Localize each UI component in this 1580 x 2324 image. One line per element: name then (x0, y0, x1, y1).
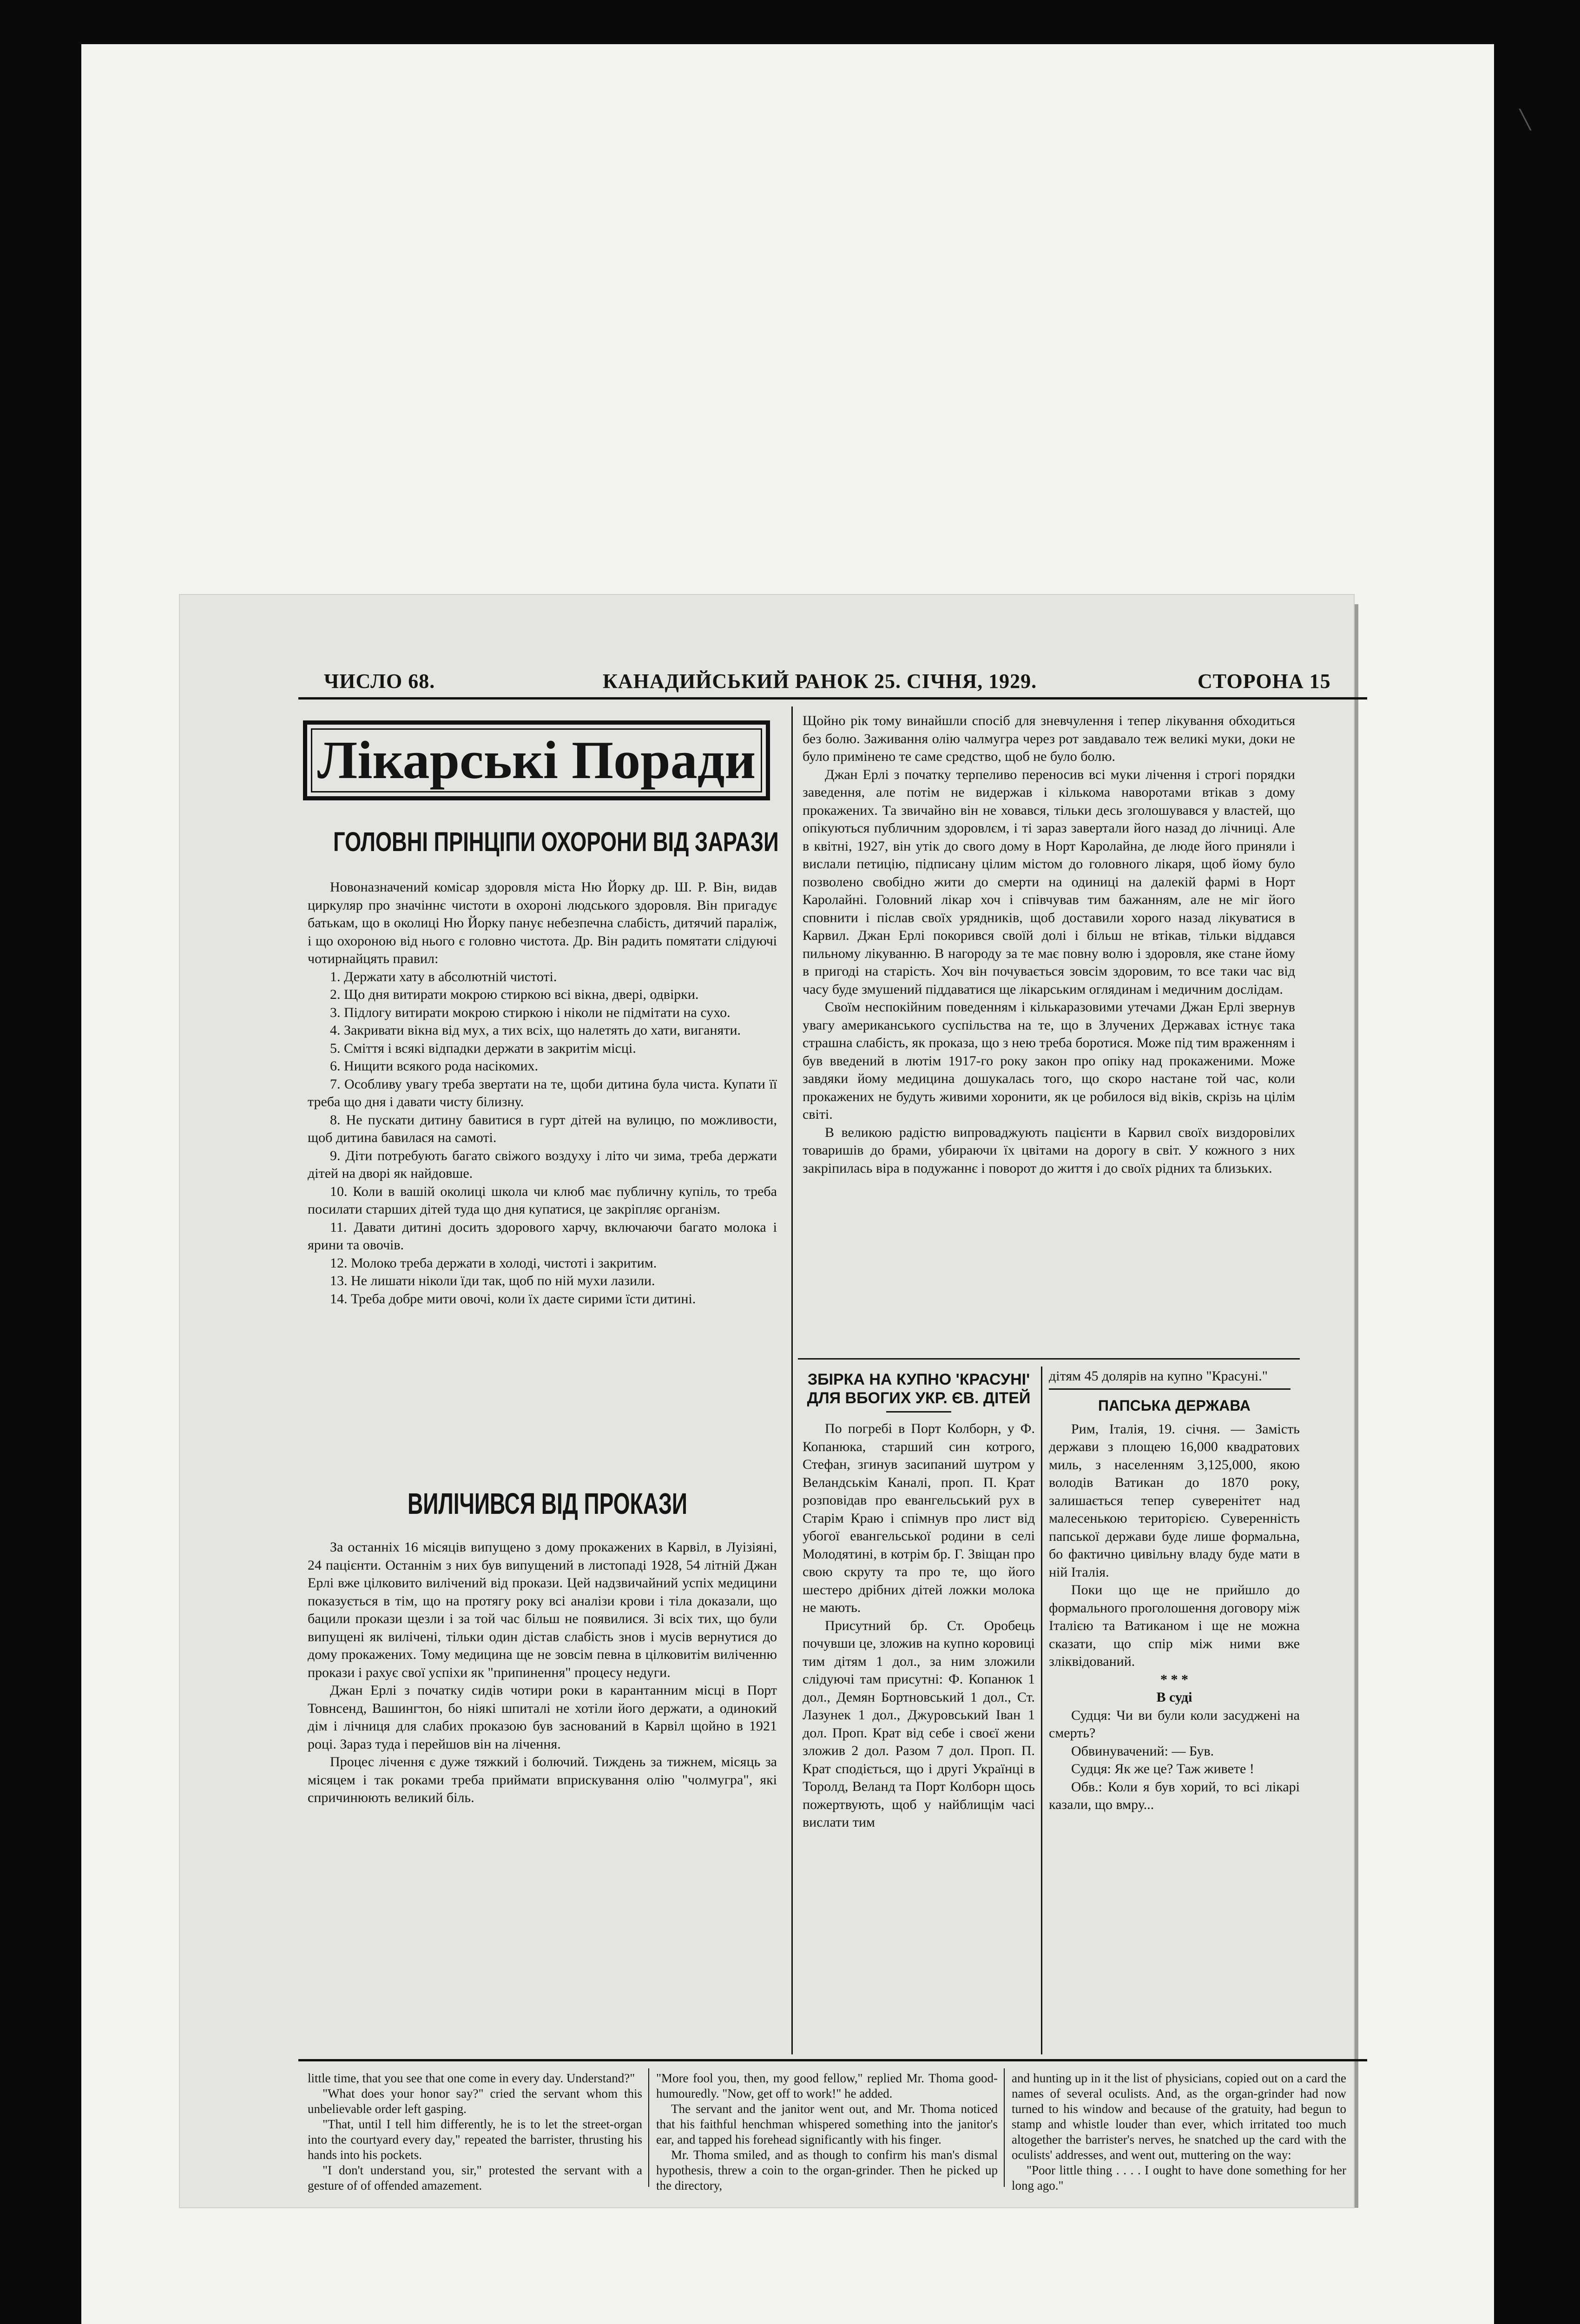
continued-paragraph: Щойно рік тому винайшли спосіб для зневчулення і тепер лікування обходиться без болю. Заживання олію чалмугра через рот завдавало теж великі муки, доки не було примінено те саме средство, щоб не було болю. (803, 713, 1295, 764)
rule-item: 9. Діти потребують багато свіжого воздуху і літо чи зима, треба держати дітей на дворі як найдовше. (308, 1148, 777, 1181)
rule-item: 1. Держати хату в абсолютній чистоті. (330, 969, 557, 984)
serial-paragraph: little time, that you see that one come in every day. Understand?" (308, 2071, 635, 2085)
papal-headline: ПАПСЬКА ДЕРЖАВА (1098, 1397, 1251, 1414)
court-line: Обв.: Коли я був хорий, то всі лікарі казали, що вмру... (1049, 1779, 1300, 1812)
serial-paragraph: "I don't understand you, sir," protested the servant with a gesture of of offended amazement. (308, 2163, 642, 2192)
film-scratch-mark: ╲ (1520, 109, 1531, 131)
masthead (324, 669, 1360, 695)
article1-intro: Новоназначений комісар здоровля міста Ню Йорку др. Ш. Р. Він, видав циркуляр про значіннє чистоти в охороні людського здоровля. Він пригадує батькам, що в околиці Ню Йорку панує небезпечна слабість, дитячий параліж, і що охороною від нього є головно чистота. Др. Він радить помятати слідуючі чотирнайцять правил: (308, 879, 777, 966)
serial-top-rule (298, 2059, 1367, 2061)
court-line: Судця: Як же це? Таж живете ! (1071, 1761, 1254, 1776)
court-line: Судця: Чи ви були коли засуджені на смерть? (1049, 1707, 1300, 1741)
collection-paragraph: По погребі в Порт Колборн, у Ф. Копанюка, старший син котрого, Стефан, згинув засипаний шутром у Веландськім Каналі, проп. П. Крат розповідав про евангельський рух в Старім Краю і спімнув про лист від убогої евангельської родини в селі Молодятині, в котрім бр. Г. Звіщан про свою скруту та про те, що його шестеро дрібних дітей ложки молока не мають. (803, 1421, 1035, 1615)
rule-item: 5. Сміття і всякі відпадки держати в закритім місці. (330, 1040, 636, 1056)
court-headline: В суді (1156, 1690, 1192, 1705)
serial-col-3 (1012, 2071, 1346, 2193)
issue-number: ЧИСЛО 68. (324, 670, 435, 693)
newspaper-page (179, 594, 1355, 2208)
paper-name-date: КАНАДИЙСЬКИЙ РАНОК 25. СІЧНЯ, 1929. (603, 670, 1037, 693)
papal-paragraph: Поки що ще не прийшло до формального проголошення договору між Італією та Ватиканом і ще не можна сказати, що спір між ними вже зліквідований. (1049, 1582, 1300, 1669)
serial-paragraph: and hunting up in it the list of physicians, copied out on a card the names of several oculists. And, as the organ-grinder had now turned to his window and because of the gratuity, had begun to stamp and whistle louder than ever, which irritated too much altogether the barrister's nerves, he snatched up the card with the oculists' addresses, and went out, muttering on the way: (1012, 2071, 1346, 2162)
short-rule (886, 1411, 951, 1413)
column-divider-1 (791, 706, 793, 2054)
continued-paragraph: Своїм неспокійним поведенням і кількаразовими утечами Джан Ерлі звернув увагу американського суспільства на те, що в Злучених Державах істнує така страшна слабість, як проказа, що з нею треба боротися. Може під тим враженням і був введений в лютім 1917-го року закон про опіку над прокаженими. Може завдяки йому медицина дошукалась того, що скоро настане той час, коли прокажених не будуть живими хоронити, як це робилося від віків, скрізь на цілім світі. (803, 999, 1295, 1122)
collection-paragraph: Присутний бр. Ст. Оробець почувши це, зложив на купно коровиці тим дітям 1 дол., за ним зложили слідуючі там присутні: Ф. Копанюк 1 дол., Демян Бортновський 1 дол., Ст. Лазунек 1 дол., Джуровський Іван 1 дол. Проп. Крат від себе і своєї жени зложив 2 дол. Разом 7 дол. Проп. П. Крат сподіється, що і другі Українці в Торолд, Веланд та Порт Колборн щось пожертвують, щоб у найблищім часі вислати тим (803, 1618, 1035, 1830)
masthead-rule (298, 697, 1367, 700)
serial-divider (1004, 2068, 1005, 2187)
article2-body (308, 1538, 777, 1807)
serial-paragraph: "That, until I tell him differently, he is to let the street-organ into the courtyard every day," repeated the barrister, thrusting his hands into his pockets. (308, 2117, 642, 2162)
rule-item: 12. Молоко треба держати в холоді, чистоті і закритим. (330, 1255, 657, 1271)
serial-col-2 (656, 2071, 998, 2193)
horizontal-divider (798, 1358, 1300, 1360)
serial-paragraph: The servant and the janitor went out, and Mr. Thoma noticed that his faithful henchman whispered something into the janitor's ear, and tapped his forehead significantly with his finger. (656, 2102, 998, 2146)
serial-paragraph: "Poor little thing . . . . I ought to have done something for her long ago." (1012, 2163, 1346, 2192)
separator-stars: * * * (1160, 1671, 1188, 1687)
rule-item: 8. Не пускати дитину бавитися в гурт дітей на вулицю, по можливости, щоб дитина бавилася на самоті. (308, 1112, 777, 1145)
court-line: Обвинувачений: — Був. (1071, 1743, 1214, 1759)
article1-headline: ГОЛОВНІ ПРІНЦІПИ ОХОРОНИ ВІД ЗАРАЗИ (333, 827, 779, 857)
collection-article (803, 1370, 1035, 1832)
rule-item: 11. Давати дитині досить здорового харчу, включаючи багато молока і ярини та овочів. (308, 1219, 777, 1253)
collection-continued (1049, 1367, 1300, 1386)
article2-paragraph: За останніх 16 місяців випущено з дому прокажених в Карвіл, в Луізіяні, 24 пацієнти. Останнім з них був випущений в листопаді 1928, 54 літній Джан Ерлі вже цілковито вилічений від прокази. Цей надзвичайний успіх медицини показується в тім, що на протягу року всі аналізи крови і тіла доказали, що бацили прокази щезли і за той час більш не появилися. Зі всіх тих, що були випущені як вилічені, тільки один дістав слабість знов і мусів вернутися до дому прокажених. Тому медицина ще не зовсім певна в цілковитім виліченню прокази і рахує свої успіхи як "припинення" процесу недуги. (308, 1539, 777, 1680)
rule-item: 13. Не лишати ніколи їди так, щоб по ній мухи лазили. (330, 1273, 655, 1288)
rule-item: 7. Особливу увагу треба звертати на те, щоби дитина була чиста. Купати її треба що дня і давати чисту білизну. (308, 1076, 777, 1109)
collection-body (803, 1420, 1035, 1832)
column-divider-2 (1041, 1367, 1042, 2054)
article1-body (308, 878, 777, 1308)
rule-item: 10. Коли в вашій околиці школа чи клюб має публичну купіль, то треба посилати старших дітей туда що дня купатися, це закріпляє організм. (308, 1183, 777, 1217)
article2-paragraph: Процес лічення є дуже тяжкий і болючий. Тиждень за тижнем, місяць за місяцем і так роками треба приймати вприскування олію "чолмугра", які спричинюють великий біль. (308, 1754, 777, 1805)
section-title: Лікарські Поради (317, 730, 756, 790)
short-rule (1049, 1388, 1290, 1390)
article2-headline: ВИЛІЧИВСЯ ВІД ПРОКАЗИ (408, 1487, 687, 1520)
rule-item: 14. Треба добре мити овочі, коли їх даєте сирими їсти дитині. (330, 1291, 696, 1307)
papal-body (1049, 1420, 1300, 1814)
rule-item: 3. Підлогу витирати мокрою стиркою і ніколи не підмітати на сухо. (330, 1004, 731, 1020)
continued-paragraph: В великою радістю випроваджують пацієнти в Карвил своїх виздоровілих товаришів до брами, убираючи їх цвітами на дорогу в світ. У кожного з них закріпилась віра в подужаннє і поворот до життя і до своїх рідних та близьких. (803, 1124, 1295, 1176)
section-title-box (303, 720, 770, 800)
serial-paragraph: Mr. Thoma smiled, and as though to confirm his man's dismal hypothesis, threw a coin to the organ-grinder. Then he picked up the directory, (656, 2148, 998, 2192)
article2-paragraph: Джан Ерлі з початку сидів чотири роки в карантанним місці в Порт Товнсенд, Вашингтон, бо ніякі шпиталі не хотіли його держати, а одинокий дім і лічниця для слабих проказою був заснований в Карвіл щойно в 1921 році. Зараз туда і перейшов він на лічення. (308, 1683, 777, 1752)
page-number: СТОРОНА 15 (1198, 670, 1331, 693)
rule-item: 6. Нищити всякого рода насікомих. (330, 1058, 539, 1074)
papal-column (1049, 1367, 1300, 1814)
papal-paragraph: Рим, Італія, 19. січня. — Замість держави з площею 16,000 квадратових миль, з населенням 3,125,000, якою володів Ватикан до 1870 року, залишається тепер суверенітет над малесенькою територією. Суверенність папської держави буде лише формальна, бо фактично цивільну владу буде мати в ній Італія. (1049, 1421, 1300, 1580)
continued-paragraph: Джан Ерлі з початку терпеливо переносив всі муки лічення і строгі порядки заведення, але потім не видержав і кількома наворотами втікав з дому прокажених. Та звичайно він не ховався, тільки десь зголошувався у властей, що опікуються публичним здоровлєм, і ті зараз завертали його назад до лічниці. Але в квітні, 1927, він утік до свого дому в Норт Каролайна, де люде його приняли і вислали петицію, підписану цілим містом до головного лікаря, щоб йому було позволено свобідно жити до смерти на одиниці на далекій фармі в Норт Каролайні. Головний лікар хоч і співчував тим бажанням, але не міг його сповнити і післав своїх урядників, щоб доставили хорого назад лікуватися в Карвил. Джан Ерлі покорився своїй долі і більш не втікав, тільки віддався пильному лікуванню. В нагороду за те має повну волю і здоровля, яке стане йому в пригоді на старість. Хоч він почувається зовсім здоровим, то все таки час від часу буде змушений піддаватися ще лікарським оглядинам і медичним дослідам. (803, 766, 1295, 997)
rule-item: 4. Закривати вікна від мух, а тих всіх, що налетять до хати, виганяти. (330, 1023, 741, 1038)
serial-paragraph: "More fool you, then, my good fellow," replied Mr. Thoma good-humouredly. "Now, get off to work!" he added. (656, 2071, 998, 2100)
rules-list (308, 968, 777, 1308)
serial-paragraph: "What does your honor say?" cried the servant whom this unbelievable order left gasping. (308, 2086, 642, 2116)
serial-divider (648, 2068, 649, 2187)
article2-continued (803, 712, 1295, 1177)
serial-col-1 (308, 2071, 642, 2193)
rule-item: 2. Що дня витирати мокрою стиркою всі вікна, двері, одвірки. (330, 987, 699, 1002)
collection-headline: ЗБІРКА НА КУПНО 'КРАСУНІ' ДЛЯ ВБОГИХ УКР. ЄВ. ДІТЕЙ (807, 1371, 1031, 1407)
collection-continued-text: дітям 45 долярів на купно "Красуні." (1049, 1368, 1268, 1384)
